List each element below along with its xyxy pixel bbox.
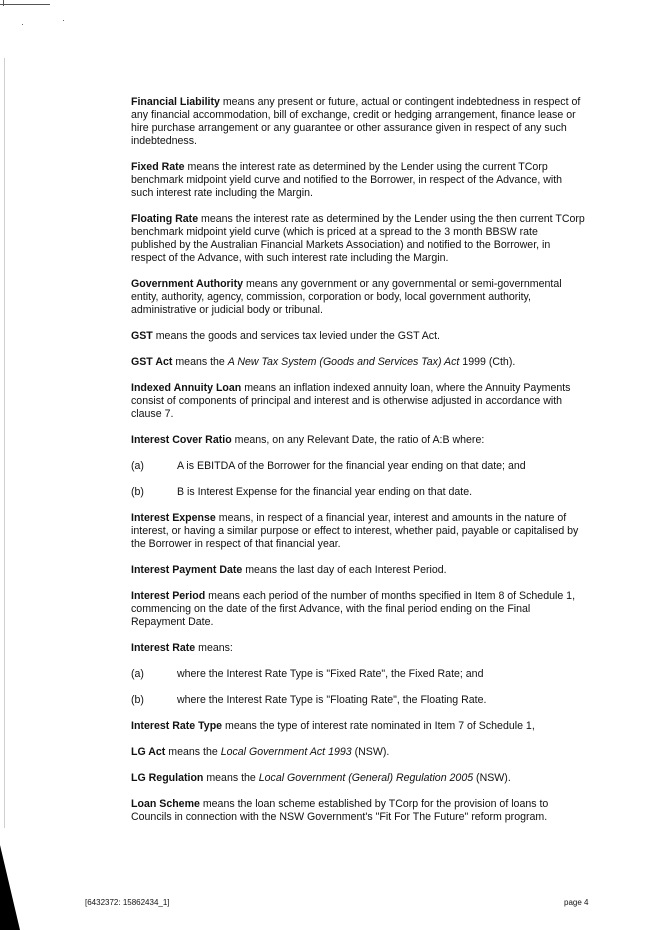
scan-speck — [63, 20, 64, 21]
definition-text: (NSW). — [351, 746, 390, 758]
act-title: A New Tax System (Goods and Services Tax) Act — [227, 356, 460, 368]
definition-indexed-annuity-loan — [131, 382, 586, 421]
definition-text: means any government or any governmental or semi-governmental entity, authority, agency, commission, corporation or body, local government authority, administrative or judicial body or tribunal. — [131, 278, 562, 316]
defined-term: Interest Rate Type — [131, 720, 223, 732]
definition-text: means: — [195, 642, 233, 654]
list-item — [131, 694, 586, 707]
definition-text: means an inflation indexed annuity loan, where the Annuity Payments consist of components of principal and interest and is otherwise adjusted in accordance with clause 7. — [131, 382, 571, 420]
definition-interest-rate-type — [131, 720, 586, 733]
defined-term: Indexed Annuity Loan — [131, 382, 242, 394]
definition-fixed-rate — [131, 161, 586, 200]
definition-text: (NSW). — [473, 772, 511, 784]
definition-text: means the — [165, 746, 221, 758]
defined-term: Fixed Rate — [131, 161, 185, 173]
definition-text: means any present or future, actual or contingent indebtedness in respect of any financial accommodation, bill of exchange, credit or hedging arrangement, finance lease or hire purchase arrangement or any guarantee or other assurance given in respect of any such indebtedness. — [131, 96, 581, 147]
list-text: A is EBITDA of the Borrower for the financial year ending on that date; and — [177, 460, 526, 472]
defined-term: Interest Rate — [131, 642, 196, 654]
definition-text: means each period of the number of months specified in Item 8 of Schedule 1, commencing on the date of the first Advance, with the final period ending on the Final Repayment Date. — [131, 590, 576, 628]
list-label: (a) — [131, 668, 144, 680]
list-label: (a) — [131, 460, 144, 472]
definition-text: means the loan scheme established by TCorp for the provision of loans to Councils in connection with the NSW Government's "Fit For The Future" reform program. — [131, 798, 549, 823]
list-text: B is Interest Expense for the financial year ending on that date. — [177, 486, 473, 498]
definition-lg-act — [131, 746, 586, 759]
definition-text: 1999 (Cth). — [459, 356, 516, 368]
definition-lg-regulation — [131, 772, 586, 785]
list-label: (b) — [131, 486, 144, 498]
defined-term: Floating Rate — [131, 213, 199, 225]
definition-text: means the interest rate as determined by the Lender using the current TCorp benchmark midpoint yield curve and notified to the Borrower, in respect of the Advance, with such interest rate including the Margin. — [131, 161, 563, 199]
document-body — [131, 96, 586, 837]
list-text: where the Interest Rate Type is "Fixed Rate", the Fixed Rate; and — [177, 668, 484, 680]
list-item — [131, 668, 586, 681]
definition-financial-liability — [131, 96, 586, 148]
definition-text: means, on any Relevant Date, the ratio of A:B where: — [231, 434, 485, 446]
footer-document-reference: [6432372: 15862434_1] — [85, 898, 170, 907]
defined-term: Interest Expense — [131, 512, 216, 524]
definition-interest-period — [131, 590, 586, 629]
list-label: (b) — [131, 694, 144, 706]
definition-floating-rate — [131, 213, 586, 265]
definition-interest-rate — [131, 642, 586, 655]
definition-gst-act — [131, 356, 586, 369]
definition-loan-scheme — [131, 798, 586, 824]
defined-term: Government Authority — [131, 278, 244, 290]
scan-margin-shadow — [0, 845, 20, 930]
scan-speck — [22, 24, 23, 25]
act-title: Local Government Act 1993 — [220, 746, 352, 758]
defined-term: GST — [131, 330, 153, 342]
definition-text: means the interest rate as determined by the Lender using the then current TCorp benchmark midpoint yield curve (which is priced at a spread to the 3 month BBSW rate published by the Australian Financial Markets Association) and notified to the Borrower, in respect of the Advance, with such interest rate including the Margin. — [131, 213, 585, 264]
scan-edge-line — [0, 4, 50, 5]
definition-interest-cover-ratio — [131, 434, 586, 447]
list-item — [131, 486, 586, 499]
defined-term: Loan Scheme — [131, 798, 200, 810]
defined-term: Financial Liability — [131, 96, 220, 108]
definition-gst — [131, 330, 586, 343]
definition-text: means the last day of each Interest Period. — [242, 564, 447, 576]
list-text: where the Interest Rate Type is "Floating Rate", the Floating Rate. — [177, 694, 487, 706]
defined-term: Interest Payment Date — [131, 564, 243, 576]
defined-term: GST Act — [131, 356, 173, 368]
definition-interest-payment-date — [131, 564, 586, 577]
definition-text: means the — [172, 356, 228, 368]
scan-corner-mark — [3, 0, 4, 6]
definition-government-authority — [131, 278, 586, 317]
definition-text: means, in respect of a financial year, interest and amounts in the nature of interest, or having a similar purpose or effect to interest, whether paid, payable or capitalised by the Borrower in respect of that financial year. — [131, 512, 579, 550]
defined-term: LG Regulation — [131, 772, 204, 784]
definition-text: means the type of interest rate nominated in Item 7 of Schedule 1, — [222, 720, 535, 732]
defined-term: Interest Period — [131, 590, 206, 602]
regulation-title: Local Government (General) Regulation 2005 — [258, 772, 474, 784]
defined-term: Interest Cover Ratio — [131, 434, 232, 446]
defined-term: LG Act — [131, 746, 166, 758]
footer-page-number: page 4 — [564, 898, 589, 907]
definition-text: means the goods and services tax levied under the GST Act. — [152, 330, 440, 342]
list-item — [131, 460, 586, 473]
scan-margin-line — [4, 58, 5, 828]
definition-text: means the — [203, 772, 259, 784]
definition-interest-expense — [131, 512, 586, 551]
